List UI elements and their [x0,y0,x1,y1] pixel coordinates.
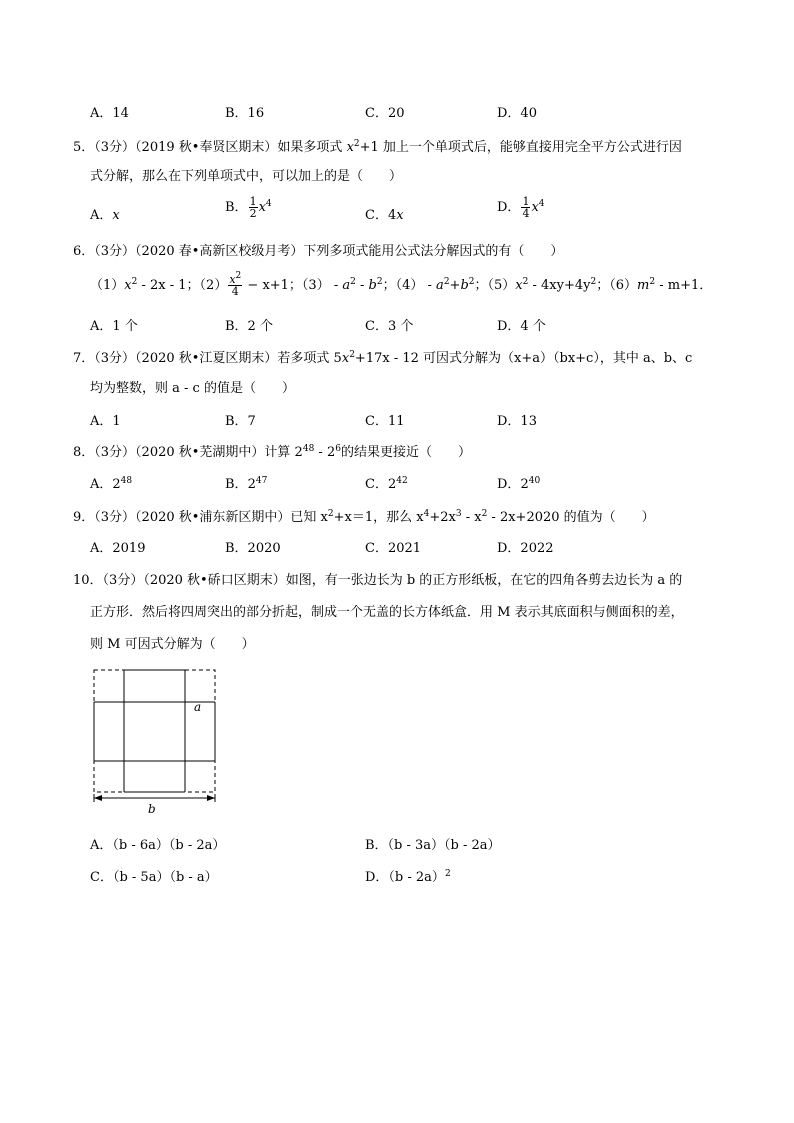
q10-stem-line3: 则 M 可因式分解为（ ） [90,637,255,652]
label-b: b [148,802,156,816]
q5-stem-line1: 5．（3分）（2019 秋•奉贤区期末）如果多项式 $x^2+1$ 加上一个单项式后，能够直接用完全平方公式进行因 [73,139,682,155]
q6-option-b: B．2 个 [225,319,273,334]
q9-option-c: C．2021 [365,541,422,556]
q4-option-c: C．20 [365,106,405,121]
q10-figure [88,664,228,819]
q7-stem-line1: 7．（3分）（2020 秋•江夏区期末）若多项式 $5x^2+17x - 12$ 可因式分解为（x+a）（bx+c），其中 a、b、c [73,350,693,366]
q5-option-a: A．x [90,208,120,223]
q7-option-b: B．7 [225,414,256,429]
arrow-right-icon [207,795,215,801]
q8-stem: 8．（3分）（2020 秋•芜湖期中）计算 $2^{48} - 2^6$的结果更接近（ ） [73,444,471,460]
q5-option-b: B． $\frac{1}{2}$ $x^4$ [225,195,272,220]
q6-option-a: A．1 个 [90,319,138,334]
q6-option-c: C．3 个 [365,319,414,334]
arrow-left-icon [94,795,102,801]
q10-option-a: A．（b - 6a）（b - 2a） [90,838,226,853]
q4-option-d: D．40 [497,106,537,121]
label-a: a [194,700,202,714]
q10-option-c: C．（b - 5a）（b - a） [90,870,218,885]
q9-option-a: A．2019 [90,541,146,556]
q5-option-c: C．4x [365,208,404,223]
q5-option-d: D． $\frac{1}{4}$ $x^4$ [497,195,545,220]
q6-stem-line1: 6．（3分）（2020 春•高新区校级月考）下列多项式能用公式法分解因式的有（ ） [73,244,564,259]
q9-stem: 9．（3分）（2020 秋•浦东新区期中）已知 $x^2+x=1$，那么 $x^4+2x^3 - x^2 - 2x+2020$ 的值为（ ） [73,509,655,525]
q10-stem-line2: 正方形．然后将四周突出的部分折起，制成一个无盖的长方体纸盒．用 M 表示其底面积与侧面积的差， [90,605,684,620]
q10-option-b: B．（b - 3a）（b - 2a） [365,838,501,853]
q8-option-d: D．$2^{40}$ [497,476,541,492]
q7-option-a: A．1 [90,414,121,429]
q8-option-b: B．$2^{47}$ [225,476,268,492]
q8-option-c: C．$2^{42}$ [365,476,408,492]
q9-option-b: B．2020 [225,541,281,556]
q4-option-b: B．16 [225,106,265,121]
q6-polynomials: $(1)x^2 - 2x - 1$；（2） $\frac{x^2}{4}$ − x+1；$(3) - a^2 - b^2$；$(4) - a^2+b^2$；$(5)x^2 - 4xy+4y^2$；$(6)m^2 - m+1$． [90,271,713,298]
q7-option-d: D．13 [497,414,537,429]
q8-option-a: A．$2^{48}$ [90,476,133,492]
q7-option-c: C．11 [365,414,405,429]
q10-option-d: D．（b - 2a）$^2$ [365,869,451,885]
q6-option-d: D．4 个 [497,319,546,334]
q7-stem-line2: 均为整数，则 a - c 的值是（ ） [90,381,295,396]
q10-stem-line1: 10．（3分）（2020 秋•硚口区期末）如图，有一张边长为 b 的正方形纸板，在它的四角各剪去边长为 a 的 [73,573,683,588]
q9-option-d: D．2022 [497,541,554,556]
outer-square-dashed [94,670,215,792]
q4-option-a: A．14 [90,106,129,121]
q5-stem-line2: 式分解，那么在下列单项式中，可以加上的是（ ） [90,169,403,184]
